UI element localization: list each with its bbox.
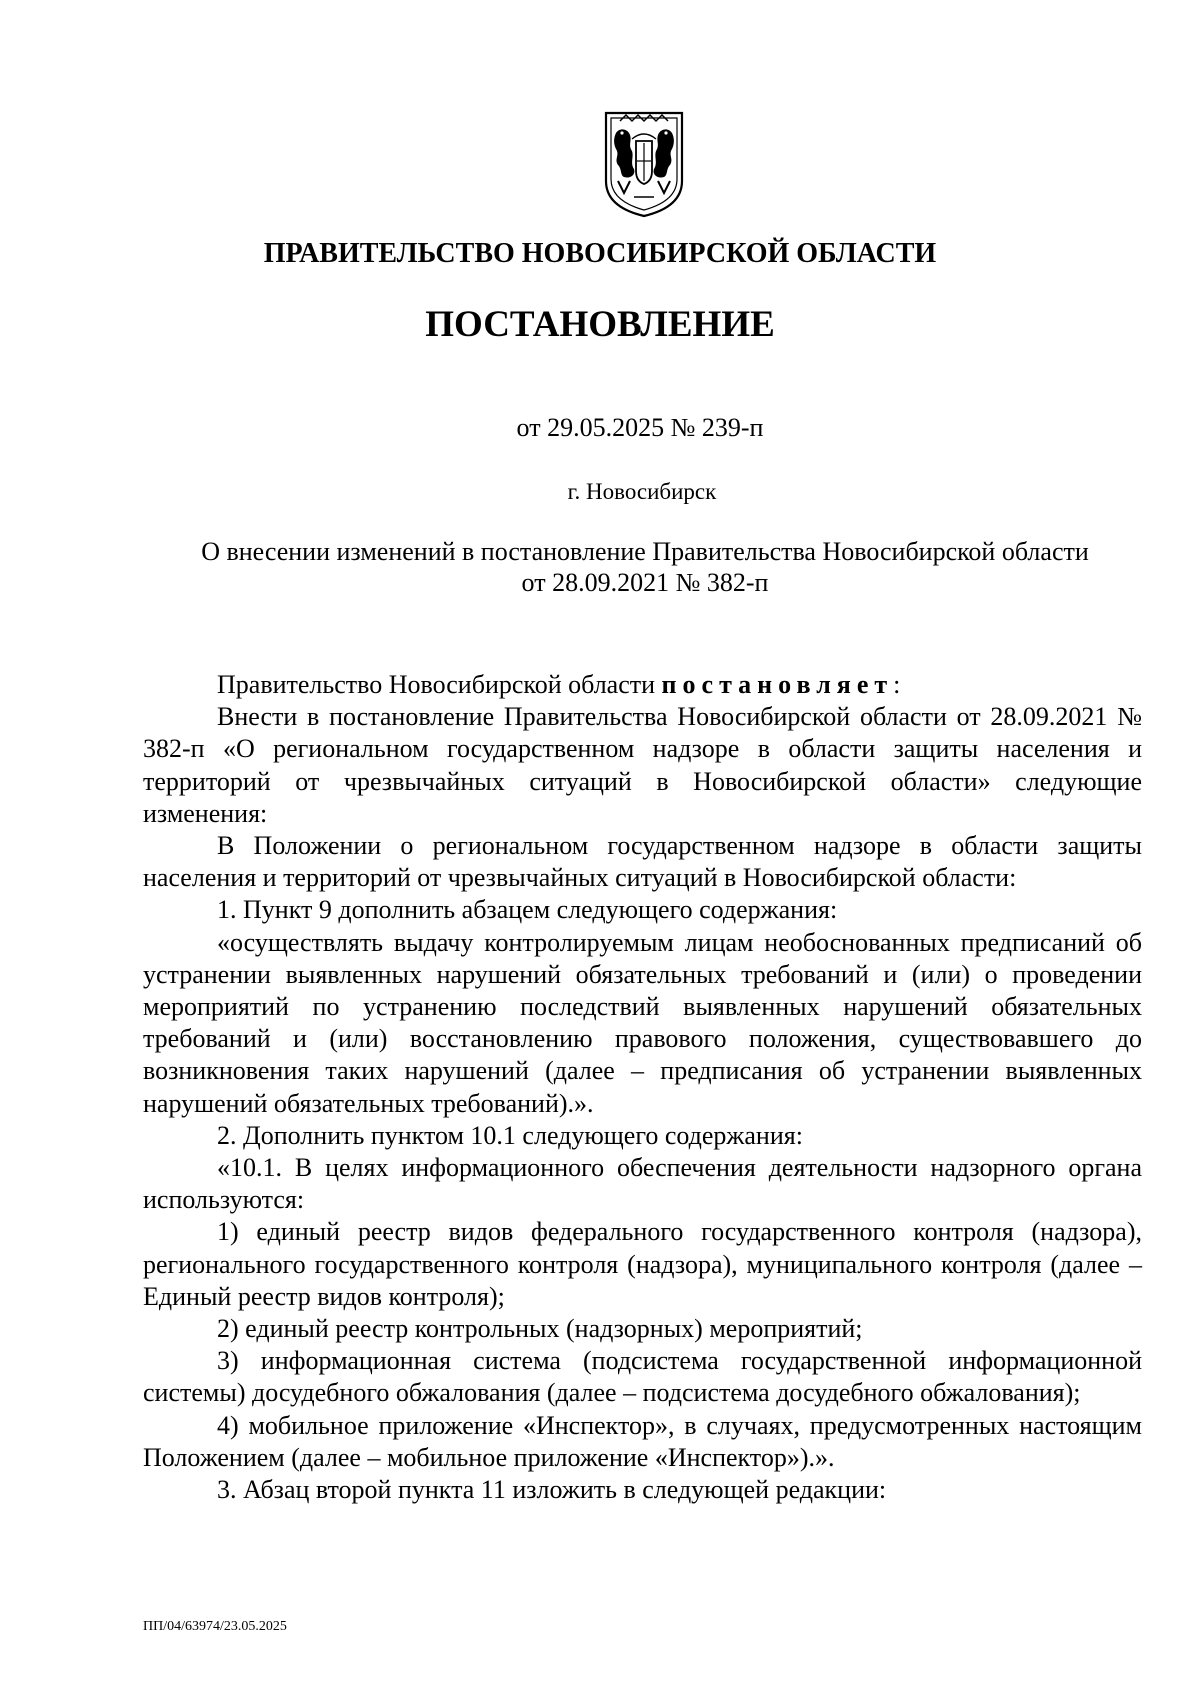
- body-paragraph: «10.1. В целях информационного обеспечения деятельности надзорного органа используются:: [143, 1153, 1142, 1215]
- novosibirsk-coat-of-arms-icon: [604, 111, 684, 218]
- body-paragraph: 4) мобильное приложение «Инспектор», в случаях, предусмотренных настоящим Положением (далее – мобильное приложение «Инспектор»).».: [143, 1410, 1142, 1472]
- document-body: [143, 669, 1142, 1506]
- document-date-number: от 29.05.2025 № 239-п: [516, 413, 764, 442]
- enacting-clause-colon: :: [893, 670, 901, 699]
- body-paragraph: 2) единый реестр контрольных (надзорных) мероприятий;: [217, 1314, 863, 1344]
- body-paragraph: «осуществлять выдачу контролируемым лицам необоснованных предписаний об устранении выявленных нарушений обязательных требований и (или) о проведении мероприятий по устранению последствий выявленных нарушений обязательных требований и (или) восстановлению правового положения, существовавшего до возникновения таких нарушений (далее – предписания об устранении выявленных нарушений обязательных требований).».: [143, 927, 1142, 1118]
- document-subject: [150, 536, 1140, 598]
- body-paragraph: В Положении о региональном государственном надзоре в области защиты населения и территорий от чрезвычайных ситуаций в Новосибирской области:: [143, 831, 1142, 893]
- enacting-clause-text: Правительство Новосибирской области: [217, 670, 662, 699]
- document-city: г. Новосибирск: [567, 479, 717, 504]
- document-type-title: ПОСТАНОВЛЕНИЕ: [425, 304, 775, 345]
- enacting-clause-keyword: постановляет: [661, 670, 894, 699]
- document-footer-code: ПП/04/63974/23.05.2025: [143, 1619, 287, 1634]
- subject-line-1: О внесении изменений в постановление Правительства Новосибирской области: [201, 537, 1089, 566]
- body-paragraph: 2. Дополнить пунктом 10.1 следующего содержания:: [217, 1120, 803, 1150]
- body-paragraph: 1) единый реестр видов федерального государственного контроля (надзора), регионального государственного контроля (надзора), муниципального контроля (далее – Единый реестр видов контроля);: [143, 1217, 1142, 1311]
- organization-title: ПРАВИТЕЛЬСТВО НОВОСИБИРСКОЙ ОБЛАСТИ: [263, 238, 937, 269]
- body-paragraph: 3. Абзац второй пункта 11 изложить в следующей редакции:: [217, 1475, 887, 1505]
- enacting-clause: [143, 669, 1142, 701]
- body-paragraph: Внести в постановление Правительства Новосибирской области от 28.09.2021 № 382-п «О региональном государственном надзоре в области защиты населения и территорий от чрезвычайных ситуаций в Новосибирской области» следующие изменения:: [143, 702, 1142, 828]
- body-paragraph: 3) информационная система (подсистема государственной информационной системы) досудебного обжалования (далее – подсистема досудебного обжалования);: [143, 1346, 1142, 1408]
- body-paragraph: 1. Пункт 9 дополнить абзацем следующего содержания:: [217, 895, 838, 925]
- subject-line-2: от 28.09.2021 № 382-п: [521, 568, 769, 597]
